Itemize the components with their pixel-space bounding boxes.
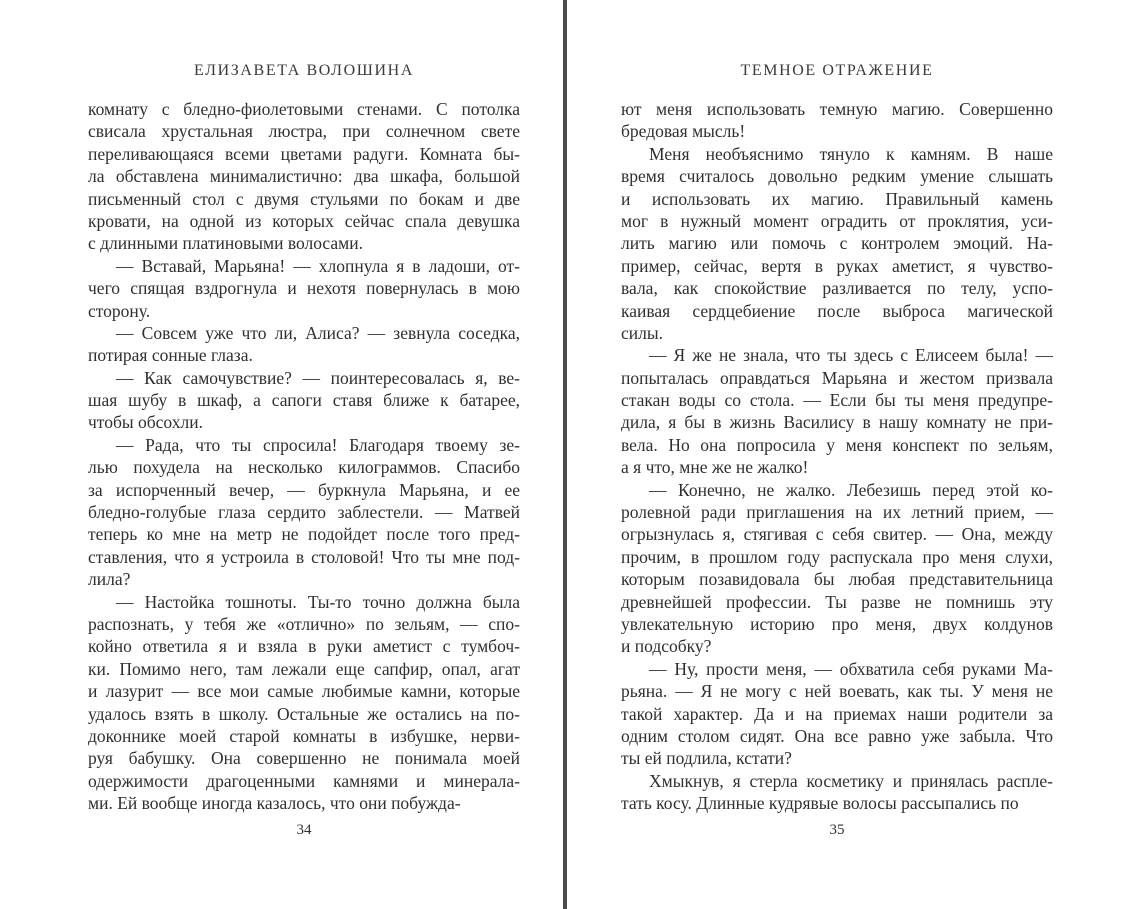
text-line: ролевной ради приглашения на их летний прием, — (621, 502, 1053, 523)
paragraph (88, 367, 520, 434)
text-line: лью похудела на несколько килограммов. Спасибо (88, 457, 520, 478)
text-line: каивая сердцебиение после выброса магической (621, 300, 1053, 321)
text-line: древнейшей профессии. Ты разве не помнишь эту (621, 591, 1053, 612)
text-line: вала, как спокойствие разливается по телу, успо- (621, 278, 1053, 299)
text-line: и лазурит — все мои самые любимые камни, которые (88, 681, 520, 702)
text-line: лила? (88, 569, 131, 590)
text-line: — Как самочувствие? — поинтересовалась я, ве- (116, 367, 520, 388)
text-line: чего спящая вздрогнула и нехотя повернулась в мою (88, 278, 520, 299)
page-divider (563, 0, 567, 909)
text-line: — Рада, что ты спросила! Благодаря твоему зе- (116, 434, 520, 455)
text-line: ты ей подлила, кстати? (621, 748, 792, 769)
text-line: которым позавидовала бы любая представительница (621, 569, 1053, 590)
text-line: койно ответила я и взяла в руки аметист с тумбоч- (88, 636, 520, 657)
paragraph (621, 770, 1053, 815)
paragraph (621, 98, 1053, 143)
text-line: ки. Помимо него, там лежали еще сапфир, опал, агат (88, 658, 520, 679)
text-line: увлекательную историю про меня, двух колдунов (621, 613, 1053, 634)
text-line: и использовать их магию. Правильный камень (621, 188, 1053, 209)
text-line: пример, сейчас, вертя в руках аметист, я чувство- (621, 255, 1053, 276)
paragraph (88, 255, 520, 322)
paragraph (88, 434, 520, 591)
text-line: распознать, у тебя же «отлично» по зельям, — спо- (88, 613, 520, 634)
text-line: Меня необъяснимо тянуло к камням. В наше (649, 143, 1053, 164)
text-line: ставления, что я устроила в столовой! Что ты мне под- (88, 546, 520, 567)
text-line: рьяна. — Я не могу с ней воевать, как ты. У меня не (621, 681, 1053, 702)
text-line: за испорченный вечер, — буркнула Марьяна, и ее (88, 479, 520, 500)
paragraph (621, 143, 1053, 345)
right-page-body (621, 98, 1053, 815)
text-line: кровати, на одной из которых сейчас спала девушка (88, 210, 520, 231)
text-line: доконнике моей старой комнаты в избушке, нерви- (88, 725, 520, 746)
text-line: ми. Ей вообще иногда казалось, что они побужда- (88, 793, 461, 814)
text-line: огрызнулась я, стягивая с себя свитер. — Она, между (621, 524, 1053, 545)
text-line: переливающаяся всеми цветами радуги. Комната бы- (88, 143, 520, 164)
text-line: мог в нужный момент оградить от проклятия, уси- (621, 210, 1053, 231)
text-line: — Я же не знала, что ты здесь с Елисеем была! — (649, 345, 1053, 366)
text-line: комнату с бледно-фиолетовыми стенами. С потолка (88, 99, 520, 119)
text-line: стакан воды со стола. — Если бы ты меня предупре- (621, 390, 1053, 411)
paragraph (621, 479, 1053, 658)
paragraph (88, 98, 520, 255)
text-line: — Настойка тошноты. Ты-то точно должна была (116, 591, 520, 612)
text-line: — Конечно, не жалко. Лебезишь перед этой ко- (649, 479, 1053, 500)
text-line: одним столом сидят. Она все равно уже забыла. Что (621, 725, 1053, 746)
text-line: вела. Но она попросила у меня конспект по зельям, (621, 434, 1053, 455)
text-line: сторону. (88, 300, 151, 321)
text-line: — Вставай, Марьяна! — хлопнула я в ладоши, от- (116, 255, 520, 276)
right-page (621, 0, 1053, 909)
text-line: шая шубу в шкаф, а сапоги ставя ближе к батарее, (88, 390, 520, 411)
text-line: время считалось довольно редким умение слышать (621, 166, 1053, 187)
text-line: — Совсем уже что ли, Алиса? — зевнула соседка, (116, 322, 520, 343)
text-line: ла обставлена минималистично: два шкафа, большой (88, 166, 520, 187)
paragraph (88, 591, 520, 815)
running-header-author: ЕЛИЗАВЕТА ВОЛОШИНА (194, 62, 414, 79)
text-line: прочим, в прошлом году распускала про меня слухи, (621, 546, 1053, 567)
text-line: с длинными платиновыми волосами. (88, 233, 363, 254)
text-line: теперь ко мне на метр не подойдет после того пред- (88, 524, 520, 545)
left-page-body (88, 98, 520, 815)
text-line: — Ну, прости меня, — обхватила себя руками Ма- (649, 658, 1053, 679)
text-line: лить магию или помочь с контролем эмоций. На- (621, 233, 1053, 254)
page-number-left: 34 (296, 822, 312, 838)
running-header-title: ТЕМНОЕ ОТРАЖЕНИЕ (740, 62, 934, 79)
text-line: и подсобку? (621, 636, 712, 657)
text-line: силы. (621, 322, 663, 343)
paragraph (621, 658, 1053, 770)
text-line: а я что, мне же не жалко! (621, 457, 809, 478)
text-line: тать косу. Длинные кудрявые волосы рассыпались по (621, 793, 1019, 814)
page-number-right: 35 (829, 822, 845, 838)
text-line: такой характер. Да и на приемах наши родители за (621, 703, 1053, 724)
text-line: бредовая мысль! (621, 121, 746, 142)
text-line: удалось взять в школу. Остальные же остались на по- (88, 703, 520, 724)
paragraph (88, 322, 520, 367)
text-line: ют меня использовать темную магию. Совершенно (621, 99, 1053, 119)
paragraph (621, 344, 1053, 478)
text-line: руя бабушку. Она совершенно не понимала моей (88, 748, 520, 769)
text-line: попыталась оправдаться Марьяна и жестом призвала (621, 367, 1053, 388)
text-line: свисала хрустальная люстра, при солнечном свете (88, 121, 520, 142)
text-line: одержимости драгоценными камнями и минерала- (88, 770, 520, 791)
text-line: бледно-голубые глаза сердито заблестели. — Матвей (88, 502, 520, 523)
left-page (88, 0, 520, 909)
text-line: потирая сонные глаза. (88, 345, 253, 366)
text-line: Хмыкнув, я стерла косметику и принялась распле- (649, 770, 1053, 791)
text-line: чтобы обсохли. (88, 412, 203, 433)
text-line: дила, я бы в жизнь Василису в нашу комнату не при- (621, 412, 1053, 433)
text-line: письменный стол с двумя стульями по бокам и две (88, 188, 520, 209)
